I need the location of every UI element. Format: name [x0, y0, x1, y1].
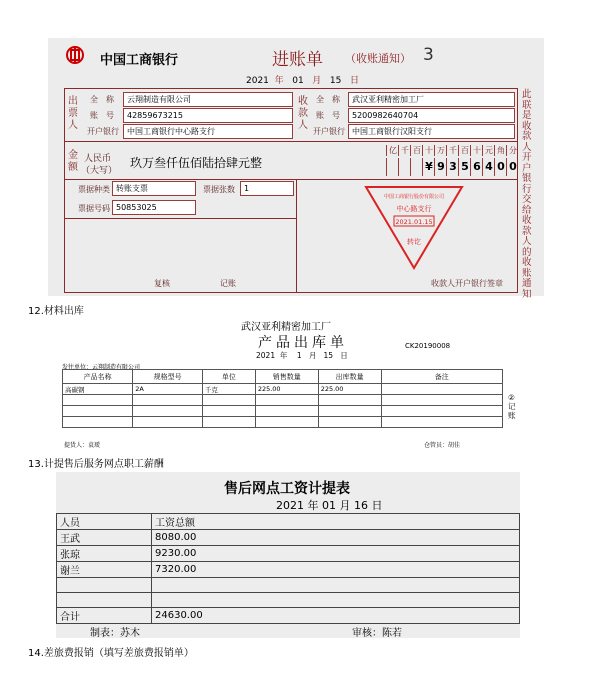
outbound-row [63, 417, 503, 428]
salary-cell [57, 578, 152, 593]
copy-number: 3 [423, 45, 434, 65]
amount-digit-cell: 3 [446, 158, 459, 176]
outbound-cell: 225.00 [255, 384, 318, 395]
salary-row [57, 608, 520, 624]
review-label: 复核 [154, 279, 170, 288]
salary-row [57, 593, 520, 608]
outbound-row [63, 406, 503, 417]
outbound-cell [202, 406, 255, 417]
salary-cell: 谢兰 [57, 562, 152, 578]
stamp-line1: 中国工商银行股份有限公司 [383, 194, 445, 200]
payer-bank-field: 中国工商银行中心路支行 [123, 124, 293, 139]
salary-cell: 8080.00 [152, 530, 520, 546]
salary-row [57, 530, 520, 546]
sign-label: 收款人开户银行签章 [431, 279, 503, 288]
amount-unit-cell: 元 [482, 145, 495, 156]
warehouse-company: 武汉亚利精密加工厂 [241, 322, 331, 333]
payee-group-label: 收款人 [298, 96, 308, 131]
amount-unit-cell: 百 [410, 145, 423, 156]
outbound-cell [381, 384, 502, 395]
outbound-col-header: 备注 [381, 370, 502, 384]
outbound-cell [202, 417, 255, 428]
outbound-cell [133, 417, 203, 428]
payee-bank-label: 开户银行 [313, 127, 345, 136]
payer-name-label: 全 称 [90, 95, 114, 104]
stamp-date: 2021.01.15 [395, 218, 433, 226]
amount-currency-label: 人民币 [84, 154, 112, 164]
salary-title: 售后网点工资计提表 [224, 481, 350, 497]
salary-cell [152, 593, 520, 608]
amount-group-label: 金额 [68, 150, 78, 173]
bank-deposit-slip [48, 38, 544, 300]
bill-no-field: 50853025 [112, 200, 196, 215]
payee-account-field: 5200982640704 [348, 108, 515, 123]
payer-bank-label: 开户银行 [87, 127, 119, 136]
amount-unit-cell: 十 [470, 145, 483, 156]
outbound-cell [255, 417, 318, 428]
payer-account-label: 账 号 [90, 111, 114, 120]
outbound-cell [318, 417, 381, 428]
outbound-cell: 千克 [202, 384, 255, 395]
payer-group-label: 出票人 [68, 96, 78, 131]
dispatch-unit: 发往单位：云翔制造有限公司 [62, 364, 141, 371]
salary-cell: 工资总额 [152, 514, 520, 530]
salary-cell [57, 593, 152, 608]
salary-cell: 7320.00 [152, 562, 520, 578]
warehouse-doc-no: CK20190008 [405, 342, 451, 350]
amount-digit-cell: 0 [494, 158, 507, 176]
amount-unit-cell: 亿 [386, 145, 399, 156]
payer-account-field: 42859673215 [123, 108, 293, 123]
amount-unit-cell: 分 [506, 145, 519, 156]
amount-digit-cell: ¥ [422, 158, 435, 176]
amount-digit-cell: 6 [470, 158, 483, 176]
amount-capital-label: （大写） [81, 166, 118, 176]
payer-name-field: 云翔制造有限公司 [123, 92, 293, 107]
outbound-cell [318, 395, 381, 406]
amount-unit-cell: 千 [446, 145, 459, 156]
bookkeeping-label: 记账 [220, 279, 236, 288]
outbound-cell [202, 395, 255, 406]
outbound-col-header: 销售数量 [255, 370, 318, 384]
amount-digit-cell: 9 [434, 158, 447, 176]
outbound-row [63, 384, 503, 395]
stamp-line3: 转讫 [407, 238, 421, 246]
warehouse-title: 产品出库单 [258, 335, 348, 351]
keeper-label: 仓管员：胡佳 [424, 442, 461, 449]
receiver-label: 提货人：袁瑷 [64, 442, 101, 449]
side-mark: ②记账 [508, 393, 516, 420]
payee-name-field: 武汉亚利精密加工厂 [348, 92, 515, 107]
salary-cell [152, 578, 520, 593]
amount-unit-cell: 角 [494, 145, 507, 156]
amount-digit-cell: 4 [482, 158, 495, 176]
amount-digit-cell: 0 [506, 158, 519, 176]
salary-row [57, 578, 520, 593]
amount-unit-cell: 万 [434, 145, 447, 156]
outbound-cell [381, 417, 502, 428]
salary-cell: 24630.00 [152, 608, 520, 624]
salary-cell: 9230.00 [152, 546, 520, 562]
outbound-cell [318, 406, 381, 417]
bank-name: 中国工商银行 [100, 53, 179, 68]
bill-type-label: 票据种类 [78, 185, 110, 194]
payee-bank-field: 中国工商银行汉阳支行 [348, 124, 515, 139]
salary-header-row [57, 514, 520, 530]
payee-account-label: 账 号 [316, 111, 340, 120]
payee-name-label: 全 称 [316, 95, 340, 104]
outbound-cell: 高碳钢 [63, 384, 133, 395]
outbound-row [63, 395, 503, 406]
amount-unit-cell: 百 [458, 145, 471, 156]
salary-table [56, 513, 520, 624]
warehouse-date: 2021 年 1 月 15 日 [256, 351, 348, 360]
amount-in-words: 玖万叁仟伍佰陆拾肆元整 [130, 156, 263, 170]
outbound-table [62, 369, 503, 428]
salary-row [57, 546, 520, 562]
outbound-col-header: 单位 [202, 370, 255, 384]
section-14-title: 14.差旅费报销（填写差旅费报销单） [28, 648, 194, 659]
outbound-col-header: 规格型号 [133, 370, 203, 384]
bill-no-label: 票据号码 [78, 204, 110, 213]
section-12-title: 12.材料出库 [28, 306, 84, 317]
outbound-cell [381, 406, 502, 417]
bank-stamp [363, 184, 465, 272]
amount-unit-cell: 十 [422, 145, 435, 156]
outbound-cell [133, 406, 203, 417]
bill-count-field: 1 [240, 181, 294, 196]
amount-digit-cell: 5 [458, 158, 471, 176]
outbound-cell [63, 417, 133, 428]
side-note: 此联是收款人开户银行交给收款人的收账通知 [522, 89, 532, 300]
slip-subtitle: （收账通知） [345, 52, 411, 65]
icbc-logo-icon [66, 46, 84, 64]
outbound-col-header: 出库数量 [318, 370, 381, 384]
outbound-cell: 225.00 [318, 384, 381, 395]
slip-date: 2021 年 01 月 15 日 [246, 76, 359, 86]
bill-type-field: 转账支票 [112, 181, 196, 196]
slip-title: 进账单 [272, 50, 323, 70]
salary-cell: 王武 [57, 530, 152, 546]
salary-cell: 张琼 [57, 546, 152, 562]
outbound-cell [255, 395, 318, 406]
section-13-title: 13.计提售后服务网点职工薪酬 [28, 459, 164, 470]
outbound-cell [255, 406, 318, 417]
outbound-cell [381, 395, 502, 406]
amount-unit-cell: 千 [398, 145, 411, 156]
salary-cell: 合计 [57, 608, 152, 624]
salary-cell: 人员 [57, 514, 152, 530]
stamp-line2: 中心路支行 [396, 205, 432, 213]
salary-date: 2021 年 01 月 16 日 [276, 499, 383, 512]
outbound-col-header: 产品名称 [63, 370, 133, 384]
outbound-cell: 2A [133, 384, 203, 395]
outbound-cell [63, 395, 133, 406]
outbound-cell [63, 406, 133, 417]
bill-count-label: 票据张数 [203, 185, 235, 194]
salary-reviewer: 审核：陈若 [352, 628, 402, 639]
salary-preparer: 制表：苏木 [90, 628, 140, 639]
salary-row [57, 562, 520, 578]
outbound-cell [133, 395, 203, 406]
